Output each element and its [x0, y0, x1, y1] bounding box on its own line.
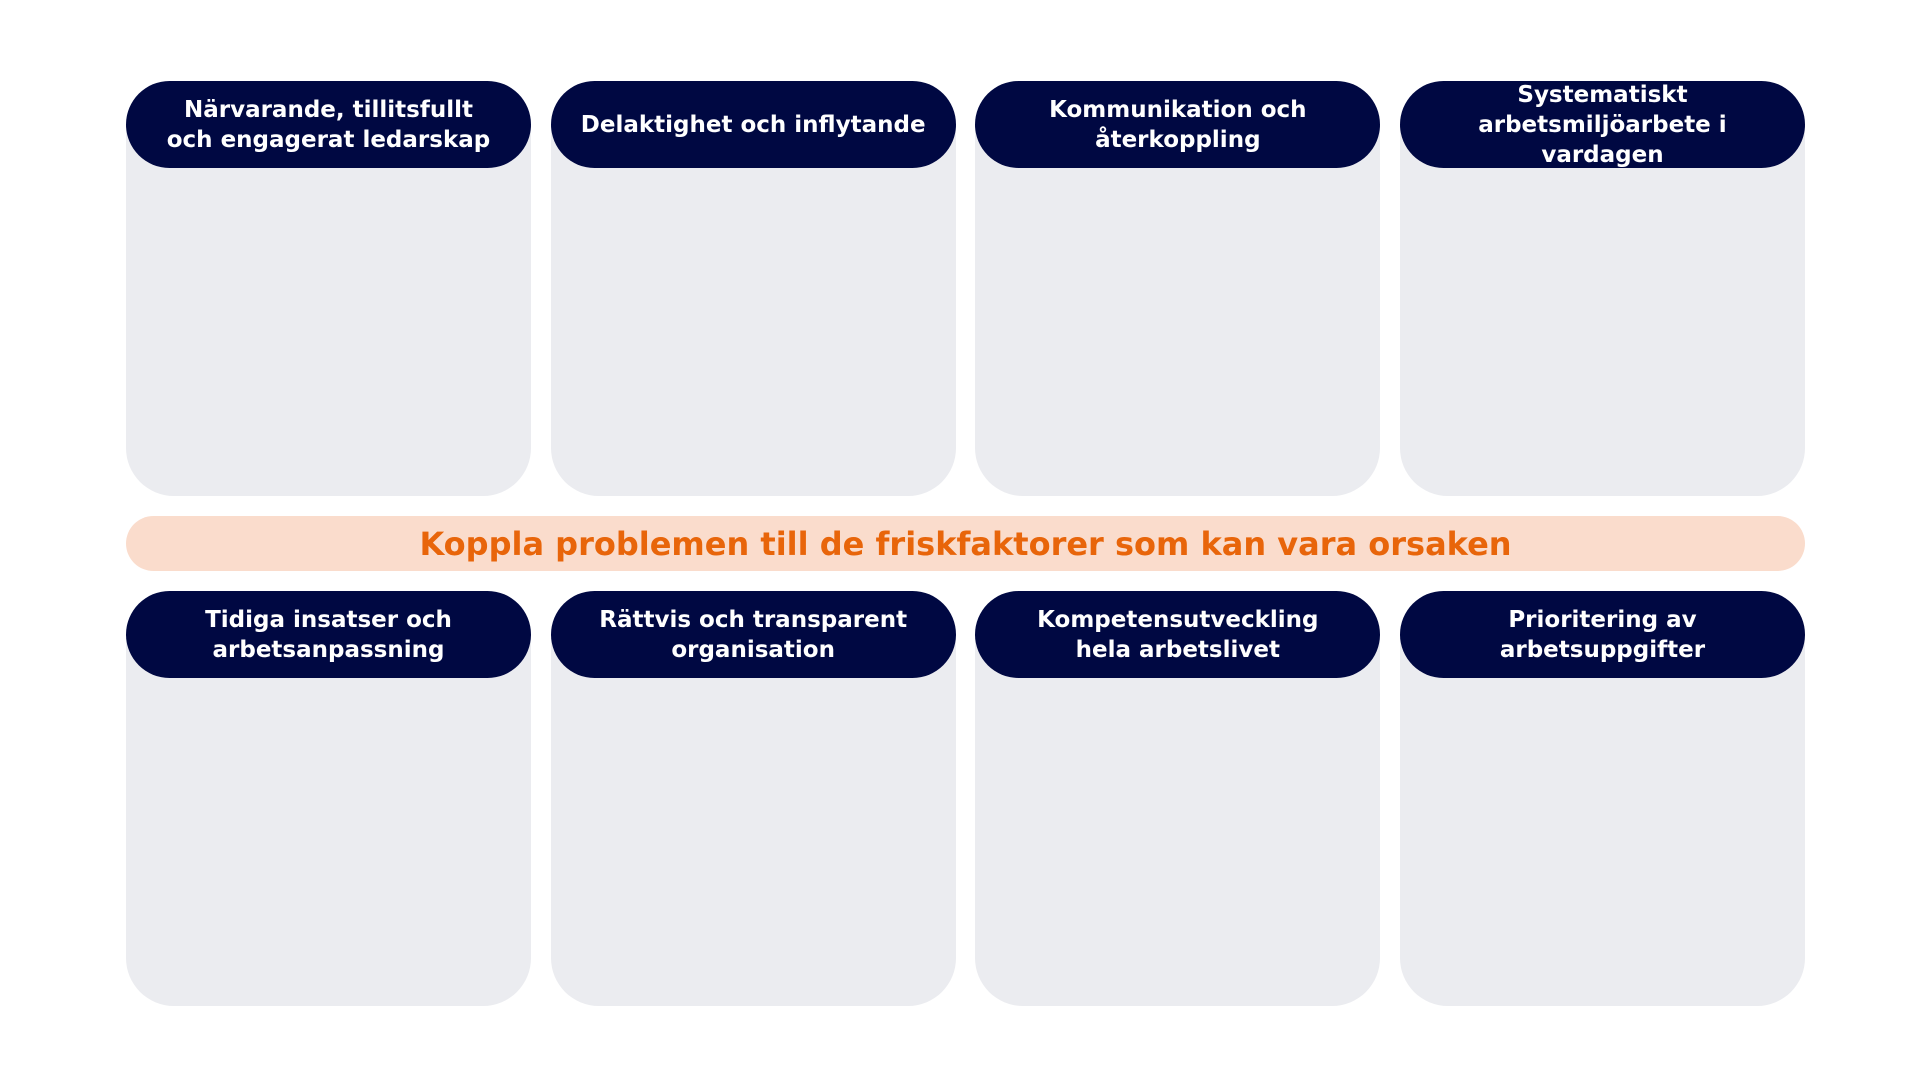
- card-header: [126, 591, 531, 678]
- card-header: [126, 81, 531, 168]
- card-header: [975, 591, 1380, 678]
- top-row: [126, 81, 1805, 496]
- card-rattvis-organisation[interactable]: [551, 591, 956, 1006]
- card-narvarande-ledarskap[interactable]: [126, 81, 531, 496]
- card-header: [1400, 591, 1805, 678]
- card-systematiskt-arbetsmiljoarbete[interactable]: [1400, 81, 1805, 496]
- card-tidiga-insatser[interactable]: [126, 591, 531, 1006]
- card-header-label: Rättvis och transparent organisation: [599, 606, 908, 663]
- center-banner-label: Koppla problemen till de friskfaktorer som kan vara orsaken: [419, 524, 1512, 563]
- card-header: [975, 81, 1380, 168]
- card-kommunikation[interactable]: [975, 81, 1380, 496]
- card-header-label: Tidiga insatser och arbetsanpassning: [205, 606, 452, 663]
- card-kompetensutveckling[interactable]: [975, 591, 1380, 1006]
- card-header-label: Närvarande, tillitsfullt och engagerat ledarskap: [166, 96, 491, 153]
- center-banner: [126, 516, 1805, 571]
- card-header: [551, 591, 956, 678]
- card-delaktighet[interactable]: [551, 81, 956, 496]
- card-header-label: Kompetensutveckling hela arbetslivet: [1037, 606, 1319, 663]
- card-header: [1400, 81, 1805, 168]
- card-header: [551, 81, 956, 168]
- bottom-row: [126, 591, 1805, 1006]
- card-header-label: Systematiskt arbetsmiljöarbete i vardagen: [1478, 81, 1727, 168]
- card-header-label: Delaktighet och inflytande: [580, 111, 926, 138]
- card-prioritering[interactable]: [1400, 591, 1805, 1006]
- card-header-label: Prioritering av arbetsuppgifter: [1499, 606, 1706, 663]
- card-header-label: Kommunikation och återkoppling: [1049, 96, 1307, 153]
